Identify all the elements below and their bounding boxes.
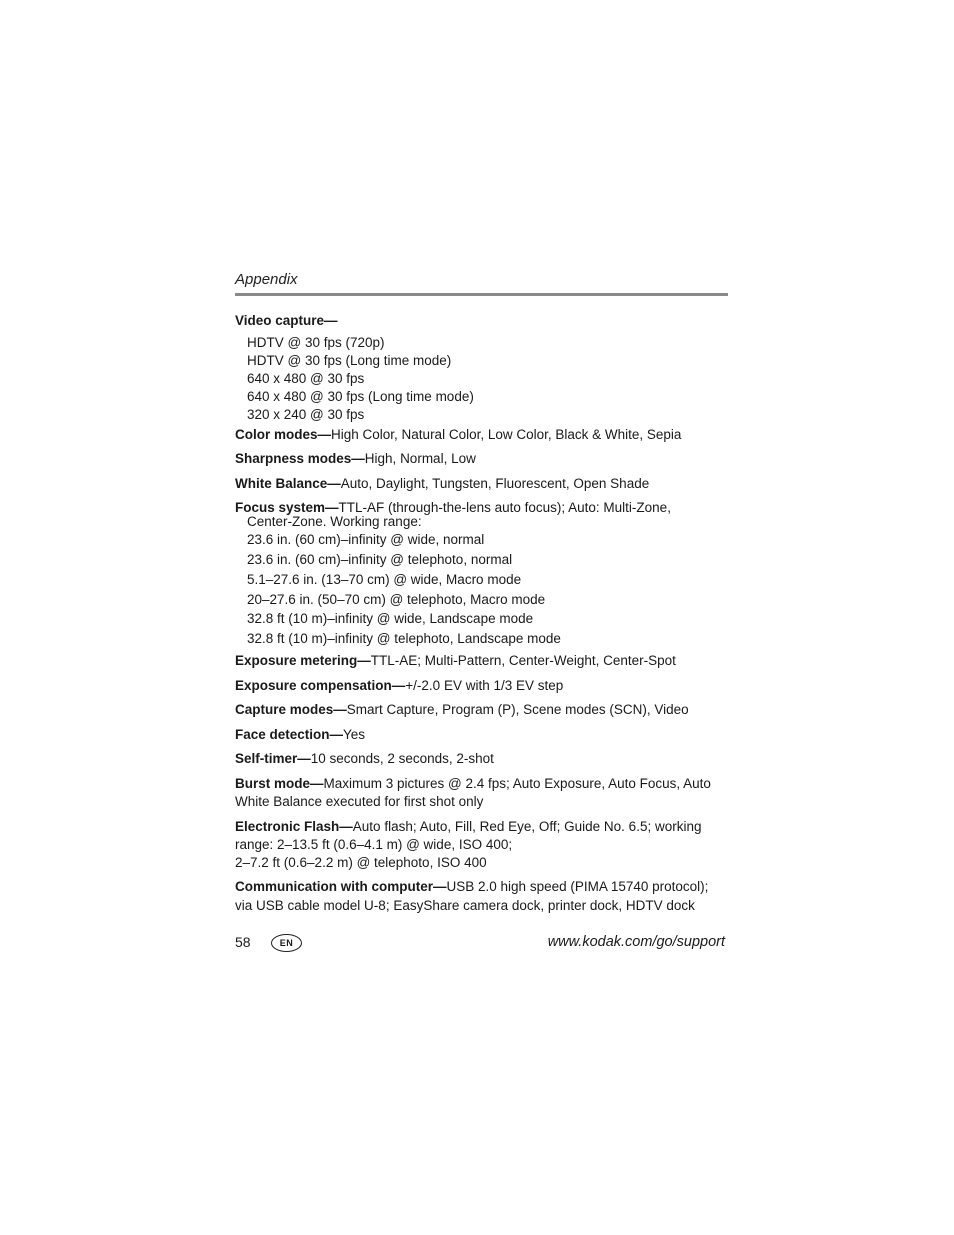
spec-value: Smart Capture, Program (P), Scene modes (SCN), Video [346, 702, 689, 717]
spec-label: Communication with computer— [235, 879, 447, 894]
focus-range-item: 32.8 ft (10 m)–infinity @ telephoto, Landscape mode [247, 631, 561, 646]
spec-value: USB 2.0 high speed (PIMA 15740 protocol); [446, 879, 709, 894]
spec-value: Yes [343, 727, 366, 742]
spec-video-capture [235, 312, 735, 330]
spec-label: Exposure metering— [235, 653, 371, 668]
video-item: HDTV @ 30 fps (Long time mode) [247, 353, 452, 368]
spec-label: Sharpness modes— [235, 451, 365, 466]
spec-label: Capture modes— [235, 702, 347, 717]
video-item: 640 x 480 @ 30 fps [247, 371, 365, 386]
spec-electronic-flash [235, 818, 735, 872]
spec-face-detection [235, 726, 735, 744]
spec-exposure-compensation [235, 677, 735, 695]
spec-value: TTL-AF (through-the-lens auto focus); Auto: Multi-Zone, [338, 500, 671, 515]
spec-value: High, Normal, Low [364, 451, 476, 466]
spec-white-balance [235, 475, 735, 493]
spec-value-continued: via USB cable model U-8; EasyShare camera dock, printer dock, HDTV dock [235, 898, 695, 913]
spec-value: 10 seconds, 2 seconds, 2-shot [310, 751, 494, 766]
focus-range-item: 23.6 in. (60 cm)–infinity @ wide, normal [247, 532, 485, 547]
spec-label: Exposure compensation— [235, 678, 406, 693]
spec-sharpness-modes [235, 450, 735, 468]
spec-color-modes [235, 426, 735, 444]
spec-exposure-metering [235, 652, 735, 670]
spec-value: +/-2.0 EV with 1/3 EV step [405, 678, 564, 693]
spec-capture-modes [235, 701, 735, 719]
spec-label: Burst mode— [235, 776, 324, 791]
language-badge: EN [271, 934, 302, 952]
spec-value: Auto flash; Auto, Fill, Red Eye, Off; Guide No. 6.5; working [352, 819, 702, 834]
spec-value: Auto, Daylight, Tungsten, Fluorescent, Open Shade [340, 476, 650, 491]
spec-value-continued: Center-Zone. Working range: [247, 514, 422, 529]
focus-range-item: 23.6 in. (60 cm)–infinity @ telephoto, normal [247, 552, 513, 567]
spec-value-continued: range: 2–13.5 ft (0.6–4.1 m) @ wide, ISO 400; [235, 837, 513, 852]
spec-self-timer [235, 750, 735, 768]
page-number: 58 [235, 934, 251, 950]
focus-range-item: 20–27.6 in. (50–70 cm) @ telephoto, Macro mode [247, 592, 546, 607]
spec-label: Face detection— [235, 727, 344, 742]
spec-value: Maximum 3 pictures @ 2.4 fps; Auto Exposure, Auto Focus, Auto [323, 776, 711, 791]
support-url: www.kodak.com/go/support [547, 934, 725, 950]
spec-label: Video capture— [235, 313, 338, 328]
spec-label: Color modes— [235, 427, 332, 442]
spec-label: Focus system— [235, 500, 339, 515]
spec-label: Self-timer— [235, 751, 311, 766]
focus-range-item: 32.8 ft (10 m)–infinity @ wide, Landscape mode [247, 611, 534, 626]
spec-value-continued: White Balance executed for first shot only [235, 794, 484, 809]
spec-value: TTL-AE; Multi-Pattern, Center-Weight, Center-Spot [370, 653, 676, 668]
spec-value: High Color, Natural Color, Low Color, Black & White, Sepia [331, 427, 682, 442]
spec-communication [235, 878, 735, 915]
spec-label: White Balance— [235, 476, 341, 491]
spec-label: Electronic Flash— [235, 819, 353, 834]
page-header [235, 270, 728, 296]
spec-burst-mode [235, 775, 735, 811]
section-title: Appendix [235, 271, 298, 288]
header-divider [235, 293, 728, 296]
focus-range-item: 5.1–27.6 in. (13–70 cm) @ wide, Macro mode [247, 572, 522, 587]
spec-value-continued: 2–7.2 ft (0.6–2.2 m) @ telephoto, ISO 400 [235, 855, 487, 870]
video-item: 320 x 240 @ 30 fps [247, 407, 365, 422]
video-item: 640 x 480 @ 30 fps (Long time mode) [247, 389, 474, 404]
video-item: HDTV @ 30 fps (720p) [247, 335, 385, 350]
